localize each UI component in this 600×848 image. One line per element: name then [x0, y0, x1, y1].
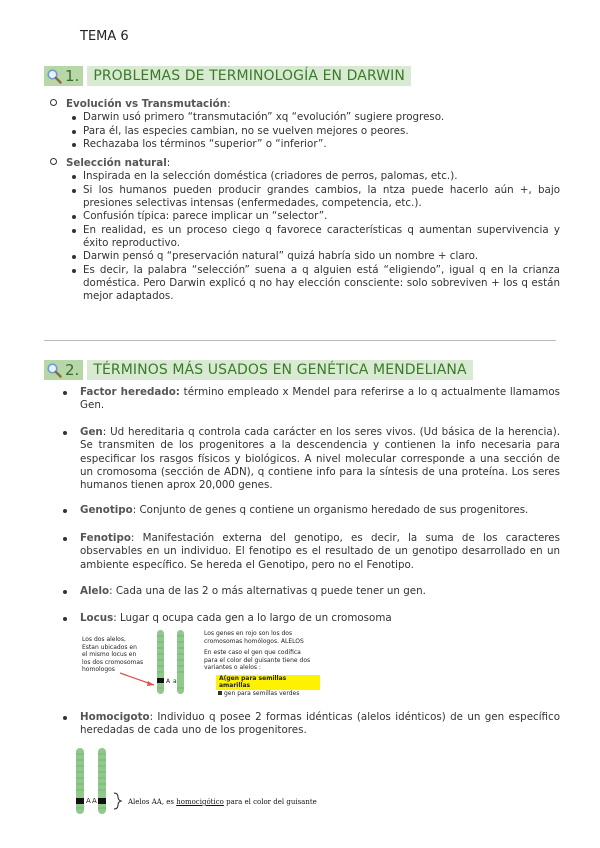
list-item: Darwin pensó q “preservación natural” quizá habría sido un nombre + claro.	[83, 250, 560, 263]
locus-figure	[80, 628, 320, 696]
homocigoto-chromosomes	[74, 746, 134, 816]
allele-band	[76, 798, 84, 804]
list-item: Para él, las especies cambian, no se vuelven mejores o peores.	[83, 125, 560, 138]
list-item: Darwin usó primero “transmutación” xq “evolución” sugiere progreso.	[83, 111, 560, 124]
section-2-number: 2.	[65, 361, 80, 379]
section-1-number: 1.	[65, 67, 80, 85]
section-1-heading	[44, 66, 411, 86]
section-1-title: PROBLEMAS DE TERMINOLOGÍA EN DARWIN	[93, 68, 405, 84]
term-fenotipo: Fenotipo: Manifestación externa del genotipo, es decir, la suma de los caracteres observables en un individuo. El fenotipo es el resultado de un genotipo desarrollado en un ambiente específico. Se hereda el Genotipo, pero no el Fenotipo.	[80, 532, 560, 571]
ring-bullet-icon	[50, 158, 57, 165]
magnifier-icon	[46, 68, 62, 84]
chromosome-left	[157, 630, 164, 694]
section-divider	[44, 340, 556, 341]
subheading-seleccion: Selección natural:	[50, 157, 560, 170]
page-header-tema: TEMA 6	[80, 29, 129, 44]
list-item: Inspirada en la selección doméstica (criadores de perros, palomas, etc.).	[83, 170, 560, 183]
curly-brace	[114, 793, 121, 809]
term-alelo: Alelo: Cada una de las 2 o más alternativas q puede tener un gen.	[80, 585, 560, 598]
chromosome-right	[98, 748, 106, 814]
chromosome-right	[177, 630, 184, 694]
term-gen: Gen: Ud hereditaria q controla cada carácter en los seres vivos. (Ud básica de la herencia). Se transmiten de los progenitores a la descendencia y contienen la info necesaria para especificar los rasgos físicos y biológicos. A nivel molecular corresponde a una sección de un cromosoma (sección de ADN), q contiene info para la síntesis de una proteína. Los seres humanos tienen aprox 20,000 genes.	[80, 426, 560, 492]
term-homocigoto: Homocigoto: Individuo q posee 2 formas idénticas (alelos idénticos) de un gen específico heredadas de cada uno de los progenitores.	[80, 711, 560, 737]
allele-label: a	[173, 678, 177, 685]
bullet-list-evolucion	[50, 111, 560, 151]
homocigoto-caption: Alelos AA, es homocigótico para el color del guisante	[128, 798, 317, 806]
locus-left-caption: Los dos alelos, Estan ubicados en el mismo locus en los dos cromosomas homologos	[82, 636, 144, 673]
homocigoto-figure	[74, 746, 334, 816]
section-2-heading	[44, 360, 473, 380]
subheading-evolucion: Evolución vs Transmutación:	[50, 98, 560, 111]
term-factor-heredado: Factor heredado: término empleado x Mendel para referirse a lo q actualmente llamamos Gen.	[80, 386, 560, 412]
allele-label: A	[92, 797, 97, 805]
bullet-list-seleccion	[50, 170, 560, 303]
list-item: Rechazaba los términos “superior” o “inferior”.	[83, 138, 560, 151]
allele-band	[98, 798, 106, 804]
list-item: Es decir, la palabra “selección” suena a q alguien está “eligiendo”, igual q en la crianza doméstica. Pero Darwin explicó q no hay elección consciente: solo sobreviven + los q están mejor adaptados.	[83, 263, 560, 303]
allele-label: A	[166, 678, 171, 685]
square-bullet-icon	[218, 691, 222, 695]
section-1-body	[50, 98, 560, 303]
term-genotipo: Genotipo: Conjunto de genes q contiene un organismo heredado de sus progenitores.	[80, 504, 560, 517]
allele-label: A	[86, 797, 91, 805]
section-2-title: TÉRMINOS MÁS USADOS EN GENÉTICA MENDELIANA	[93, 362, 467, 378]
list-item: En realidad, es un proceso ciego q favorece características q aumentan supervivencia y éxito reproductivo.	[83, 223, 560, 249]
highlight-yellow: A(gen para semillas amarillas	[216, 675, 320, 690]
magnifier-icon	[46, 362, 62, 378]
chromosome-left	[76, 748, 84, 814]
ring-bullet-icon	[50, 99, 57, 106]
allele-band	[157, 678, 164, 683]
term-locus: Locus: Lugar q ocupa cada gen a lo largo de un cromosoma	[80, 612, 560, 625]
list-item: Confusión típica: parece implicar un “selector”.	[83, 210, 560, 223]
locus-right-caption: Los genes en rojo son los dos cromosomas homólogos. ALELOS En este caso el gen que codifica para el color del guisante tiene dos variantes o alelos : A(gen para semillas amarillas gen para semillas verdes	[204, 630, 320, 697]
list-item: Si los humanos pueden producir grandes cambios, la ntza puede hacerlo aún +, bajo presiones selectivas intensas (enfermedades, competencia, etc.).	[83, 183, 560, 210]
